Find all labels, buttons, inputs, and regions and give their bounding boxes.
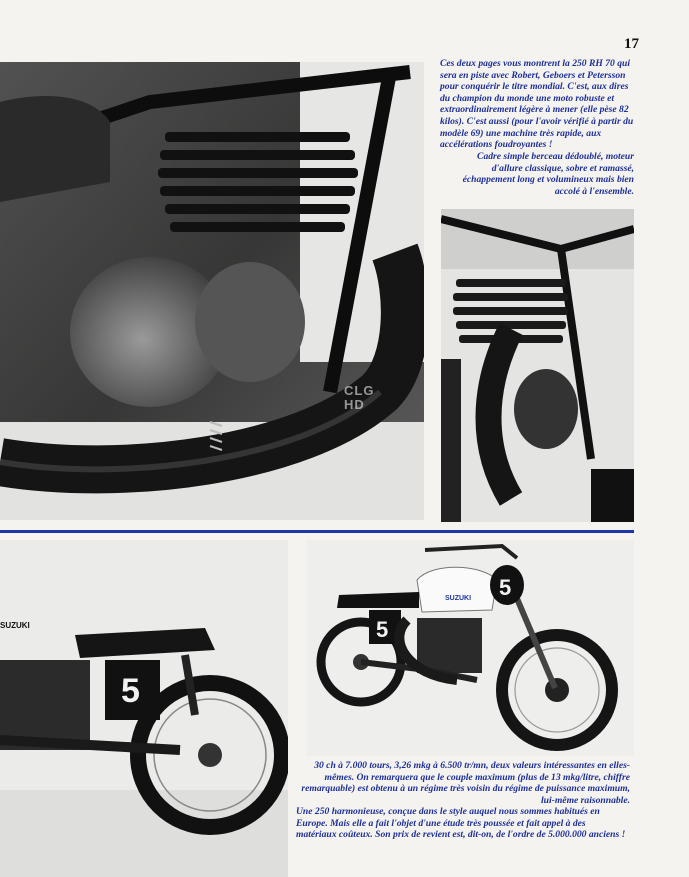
page-number: 17	[624, 36, 639, 52]
brand-mark-rear: SUZUKI	[0, 621, 30, 630]
photo-engine-closeup	[0, 62, 424, 520]
watermark-line-2: HD	[344, 397, 365, 412]
number-plate-rear: 5	[121, 672, 140, 710]
photo-rear-view	[0, 540, 288, 877]
caption-design: Une 250 harmonieuse, conçue dans le style auquel nous sommes habitués en Europe. Mais elle a fait l'objet d'une étude très poussée et fait appel à des matériaux coûteux. Son prix de revient est, dit-on, de l'ordre de 5.000.000 anciens !	[296, 806, 626, 841]
caption-intro: Ces deux pages vous montrent la 250 RH 70 qui sera en piste avec Robert, Geboers et Petersson pour conquérir le titre mondial. C'est, aux dires du champion du monde une moto robuste et extraordinairement légère à mener (elle pèse 82 kilos). C'est aussi (pour l'avoir vérifié à partir du modèle 69) une machine très rapide, aux accélérations foudroyantes !	[440, 58, 634, 151]
photo-engine-side	[441, 209, 634, 522]
number-plate-side: 5	[376, 617, 389, 642]
number-plate-front: 5	[499, 575, 512, 600]
caption-frame: Cadre simple berceau dédoublé, moteur d'allure classique, sobre et ramassé, échappement long et volumineux mais bien accolé à l'ensemble.	[462, 151, 634, 197]
caption-power: 30 ch à 7.000 tours, 3,26 mkg à 6.500 tr/mn, deux valeurs intéressantes en elles-mêmes. On remarquera que le couple maximum (plus de 13 mkg/litre, chiffre remarquable) est obtenu à un régime très voisin du régime de puissance maximum, lui-même raisonnable.	[301, 760, 630, 806]
section-divider	[0, 530, 634, 533]
photo-full-bike	[307, 540, 634, 756]
watermark-line-1: CLG	[344, 383, 375, 398]
brand-mark-tank: SUZUKI	[445, 595, 472, 602]
watermark	[344, 384, 374, 412]
